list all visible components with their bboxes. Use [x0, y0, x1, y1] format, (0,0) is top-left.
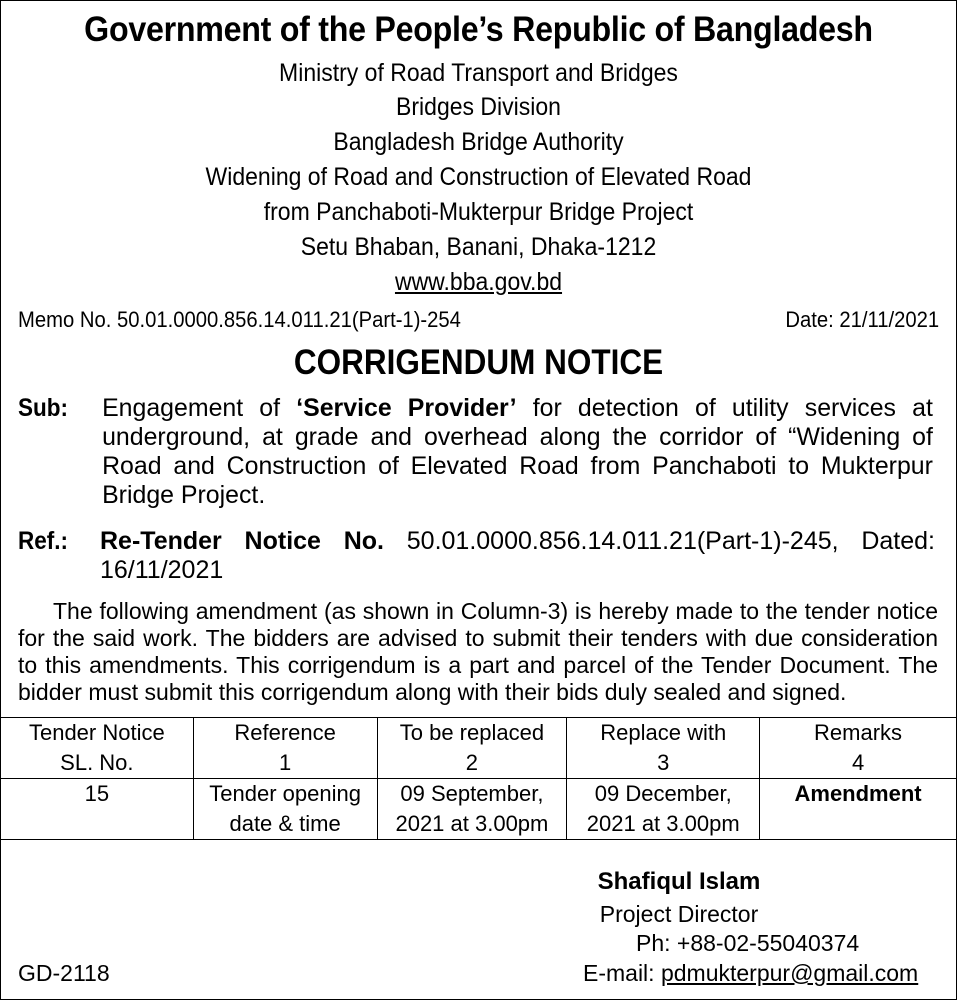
website-line: [38, 267, 918, 297]
memo-number: Memo No. 50.01.0000.856.14.011.21(Part-1)-254: [18, 307, 461, 332]
table-row: [1, 779, 957, 840]
header-to-be-replaced: To be replaced: [377, 718, 567, 749]
subject-text: Engagement of ‘Service Provider’ for detection of utility services at underground, at grade and overhead along the corridor of “Widening of Road and Construction of Elevated Road from Panchaboti to Mukterpur Bridge Project.: [102, 394, 933, 509]
table-header-row: [1, 718, 957, 749]
project-line-1: Widening of Road and Construction of Elevated Road: [205, 163, 752, 191]
memo-date: Date: 21/11/2021: [785, 307, 939, 332]
ministry-line: Ministry of Road Transport and Bridges: [279, 59, 678, 87]
subheader-col-2: 2: [377, 748, 567, 779]
subheader-col-4: 4: [760, 748, 957, 779]
website-link[interactable]: www.bba.gov.bd: [394, 268, 563, 296]
subheader-col-1: 1: [193, 748, 377, 779]
table-subheader-row: [1, 748, 957, 779]
signatory-name: Shafiqul Islam: [597, 868, 761, 895]
amendment-table: [0, 717, 957, 840]
address-line: Setu Bhaban, Banani, Dhaka-1212: [300, 233, 657, 261]
email-link[interactable]: pdmukterpur@gmail.com: [660, 960, 919, 986]
subheader-col-3: 3: [567, 748, 760, 779]
reference-label: Ref.:: [18, 527, 69, 555]
subheader-sl-no: SL. No.: [1, 748, 194, 779]
footer-code: GD-2118: [18, 960, 110, 986]
header-reference: Reference: [193, 718, 377, 749]
signatory-title: Project Director: [599, 901, 759, 927]
cell-reference: Tender opening date & time: [193, 779, 377, 840]
cell-replace-with: 09 December, 2021 at 3.00pm: [567, 779, 760, 840]
division-line: Bridges Division: [396, 93, 561, 121]
cell-sl-no: 15: [1, 779, 194, 840]
signatory-phone: Ph: +88-02-55040374: [636, 930, 860, 956]
cell-to-be-replaced: 09 September, 2021 at 3.00pm: [377, 779, 567, 840]
header-tender-notice: Tender Notice: [1, 718, 194, 749]
header-replace-with: Replace with: [567, 718, 760, 749]
project-line-2: from Panchaboti-Mukterpur Bridge Project: [263, 198, 694, 226]
header-remarks: Remarks: [760, 718, 957, 749]
subject-label: Sub:: [18, 394, 68, 422]
government-title: Government of the People’s Republic of Bangladesh: [84, 10, 873, 49]
retender-notice-emphasis: Re-Tender Notice No.: [100, 527, 384, 555]
signatory-email: E-mail: pdmukterpur@gmail.com: [583, 960, 919, 986]
reference-text: Re-Tender Notice No. 50.01.0000.856.14.011.21(Part-1)-245, Dated: 16/11/2021: [100, 527, 935, 584]
amendment-paragraph: The following amendment (as shown in Column-3) is hereby made to the tender notice for the said work. The bidders are advised to submit their tenders with due consideration to this amendments. This corrigendum is a part and parcel of the Tender Document. The bidder must submit this corrigendum along with their bids duly sealed and signed.: [18, 598, 938, 705]
authority-line: Bangladesh Bridge Authority: [333, 128, 624, 156]
notice-title: CORRIGENDUM NOTICE: [293, 343, 664, 382]
service-provider-emphasis: ‘Service Provider’: [296, 394, 517, 422]
cell-remarks: Amendment: [760, 779, 957, 840]
